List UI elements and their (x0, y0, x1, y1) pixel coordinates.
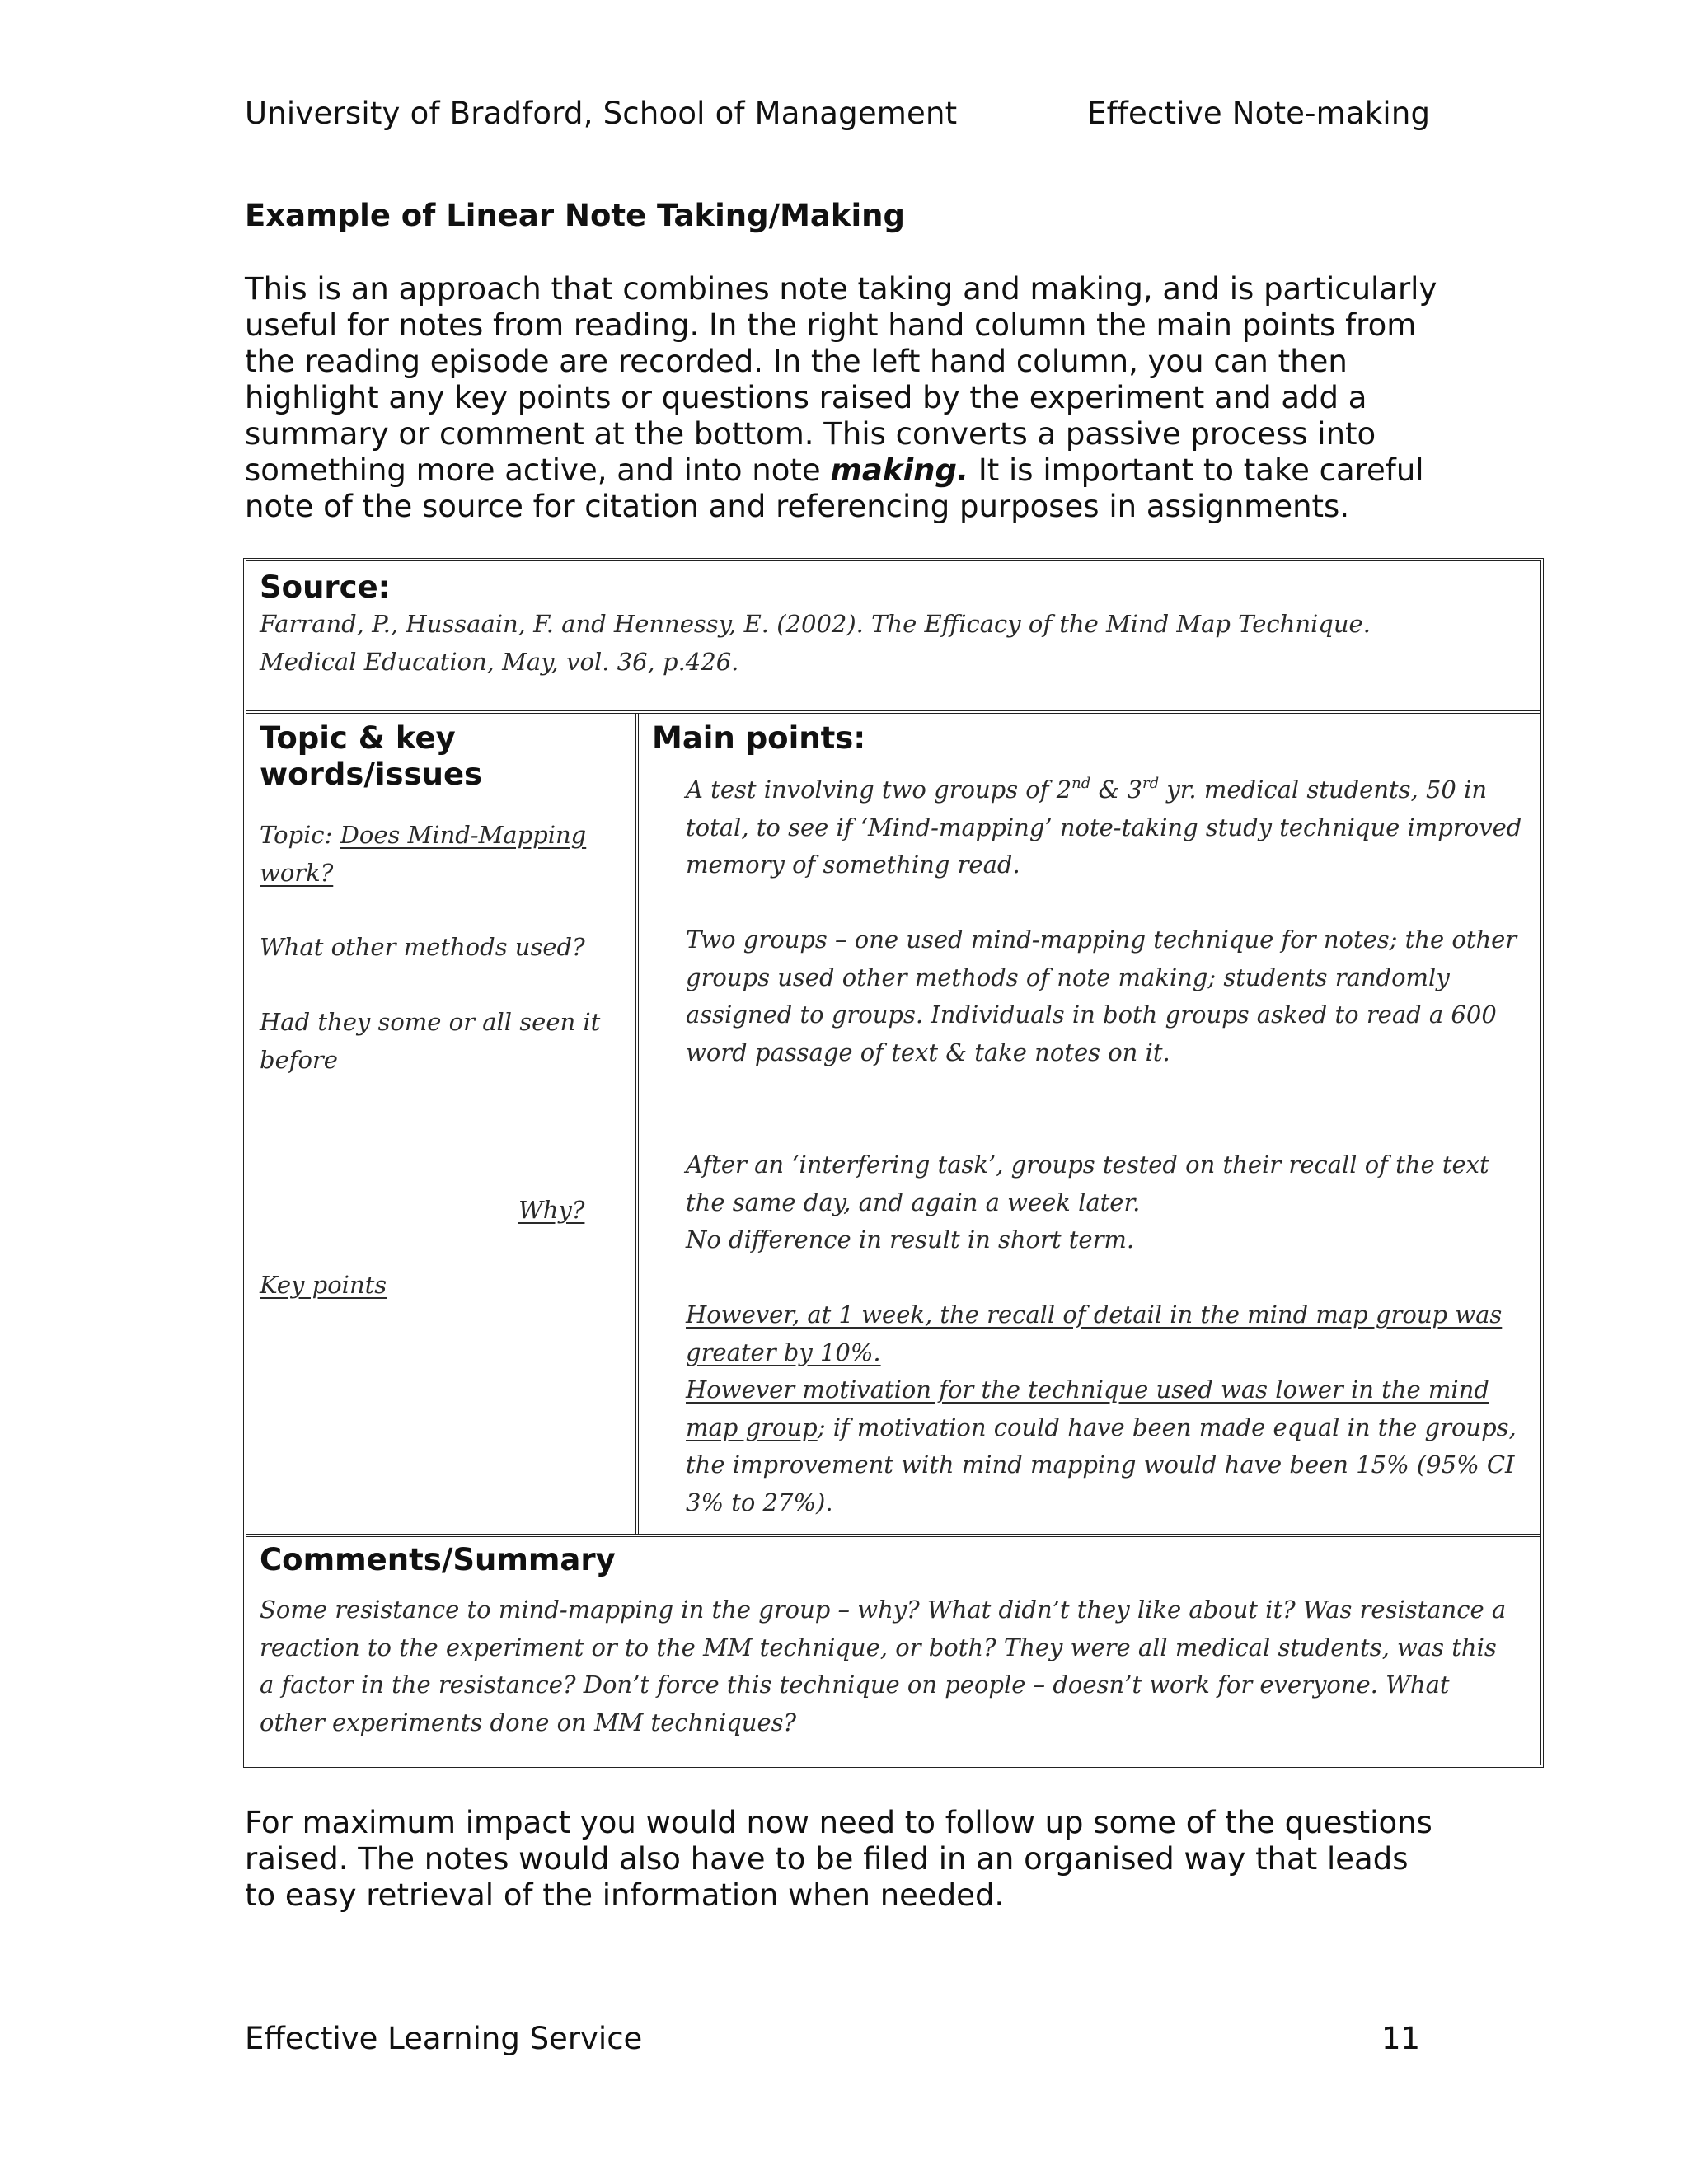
key-finding-recall: However, at 1 week, the recall of detail in the mind map group was greater by 10%. (686, 1301, 1503, 1366)
footer-service: Effective Learning Service (245, 2021, 643, 2056)
header-topic: Effective Note-making (1087, 96, 1431, 131)
main-points-cell (639, 714, 1540, 1534)
topic-label: Topic & key words/issues (260, 720, 483, 792)
ordinal-suffix: rd (1142, 775, 1160, 792)
main-point-1-text-c: yr. medical students, 50 in total, to see if ‘Mind-mapping’ note-taking study technique improved memory of something read. (686, 776, 1522, 879)
main-point-1-text-a: A test involving two groups of 2 (686, 776, 1072, 804)
question-methods: What other methods used? (260, 933, 585, 961)
intro-paragraph (245, 271, 1448, 525)
source-citation-line-1: Farrand, P., Hussaain, F. and Hennessy, E. (2002). The Efficacy of the Mind Map Technique. (260, 610, 1371, 638)
main-point-1-text-b: & 3 (1090, 776, 1142, 804)
comments-label: Comments/Summary (260, 1542, 616, 1577)
source-citation-line-2: Medical Education, May, vol. 36, p.426. (260, 647, 739, 676)
topic-question: Does Mind-Mapping work? (260, 821, 587, 887)
topic-line (260, 817, 622, 892)
ordinal-suffix: nd (1071, 775, 1091, 792)
main-point-3b: No difference in result in short term. (686, 1226, 1135, 1254)
question-seen-before: Had they some or all seen it before (260, 1008, 601, 1074)
main-point-4 (686, 1296, 1526, 1521)
topic-cell (246, 714, 639, 1534)
main-point-3: After an ‘interfering task’, groups tested on their recall of the text the same day, and again a week later. (686, 1151, 1489, 1216)
main-points-label: Main points: (652, 720, 866, 756)
why-note: Why? (518, 1196, 585, 1224)
key-finding-motivation: However motivation for the technique used was lower in the mind map group (686, 1376, 1489, 1441)
notes-table (243, 558, 1544, 1768)
topic-prefix: Topic: (260, 821, 340, 849)
intro-text-after: It is important to take careful note of the source for citation and referencing purposes in assignments. (245, 452, 1424, 524)
main-point-2: Two groups – one used mind-mapping technique for notes; the other groups used other methods of note making; students randomly assigned to groups. Individuals in both groups asked to read a 600 word passage of text & take notes on it. (686, 926, 1517, 1066)
main-point-4-rest: ; if motivation could have been made equal in the groups, the improvement with mind mapping would have been 15% (95% CI 3% to 27%). (686, 1413, 1517, 1516)
key-points-note: Key points (260, 1271, 387, 1299)
main-point-1 (686, 771, 1526, 884)
intro-emphasis: making. (830, 452, 969, 488)
header-institution: University of Bradford, School of Management (245, 96, 958, 131)
outro-paragraph: For maximum impact you would now need to follow up some of the questions raised. The notes would also have to be filed in an organised way that leads to easy retrieval of the information when needed. (245, 1805, 1432, 1913)
source-cell (246, 561, 1540, 714)
comments-text: Some resistance to mind-mapping in the group – why? What didn’t they like about it? Was resistance a reaction to the experiment or to the MM technique, or both? They were all medical students, was this a factor in the resistance? Don’t force this technique on people – doesn’t work for everyone. What other experiments done on MM techniques? (260, 1596, 1507, 1736)
page-title: Example of Linear Note Taking/Making (245, 198, 906, 233)
source-label: Source: (260, 569, 391, 605)
comments-cell (246, 1534, 1540, 1765)
intro-text-before: This is an approach that combines note taking and making, and is particularly useful for notes from reading. In the right hand column the main points from the reading episode are recorded. In the left hand column, you can then highlight any key points or questions raised by the experiment and add a summary or comment at the bottom. This converts a passive process into something more active, and into note (245, 271, 1437, 488)
page-number: 11 (1381, 2021, 1421, 2056)
